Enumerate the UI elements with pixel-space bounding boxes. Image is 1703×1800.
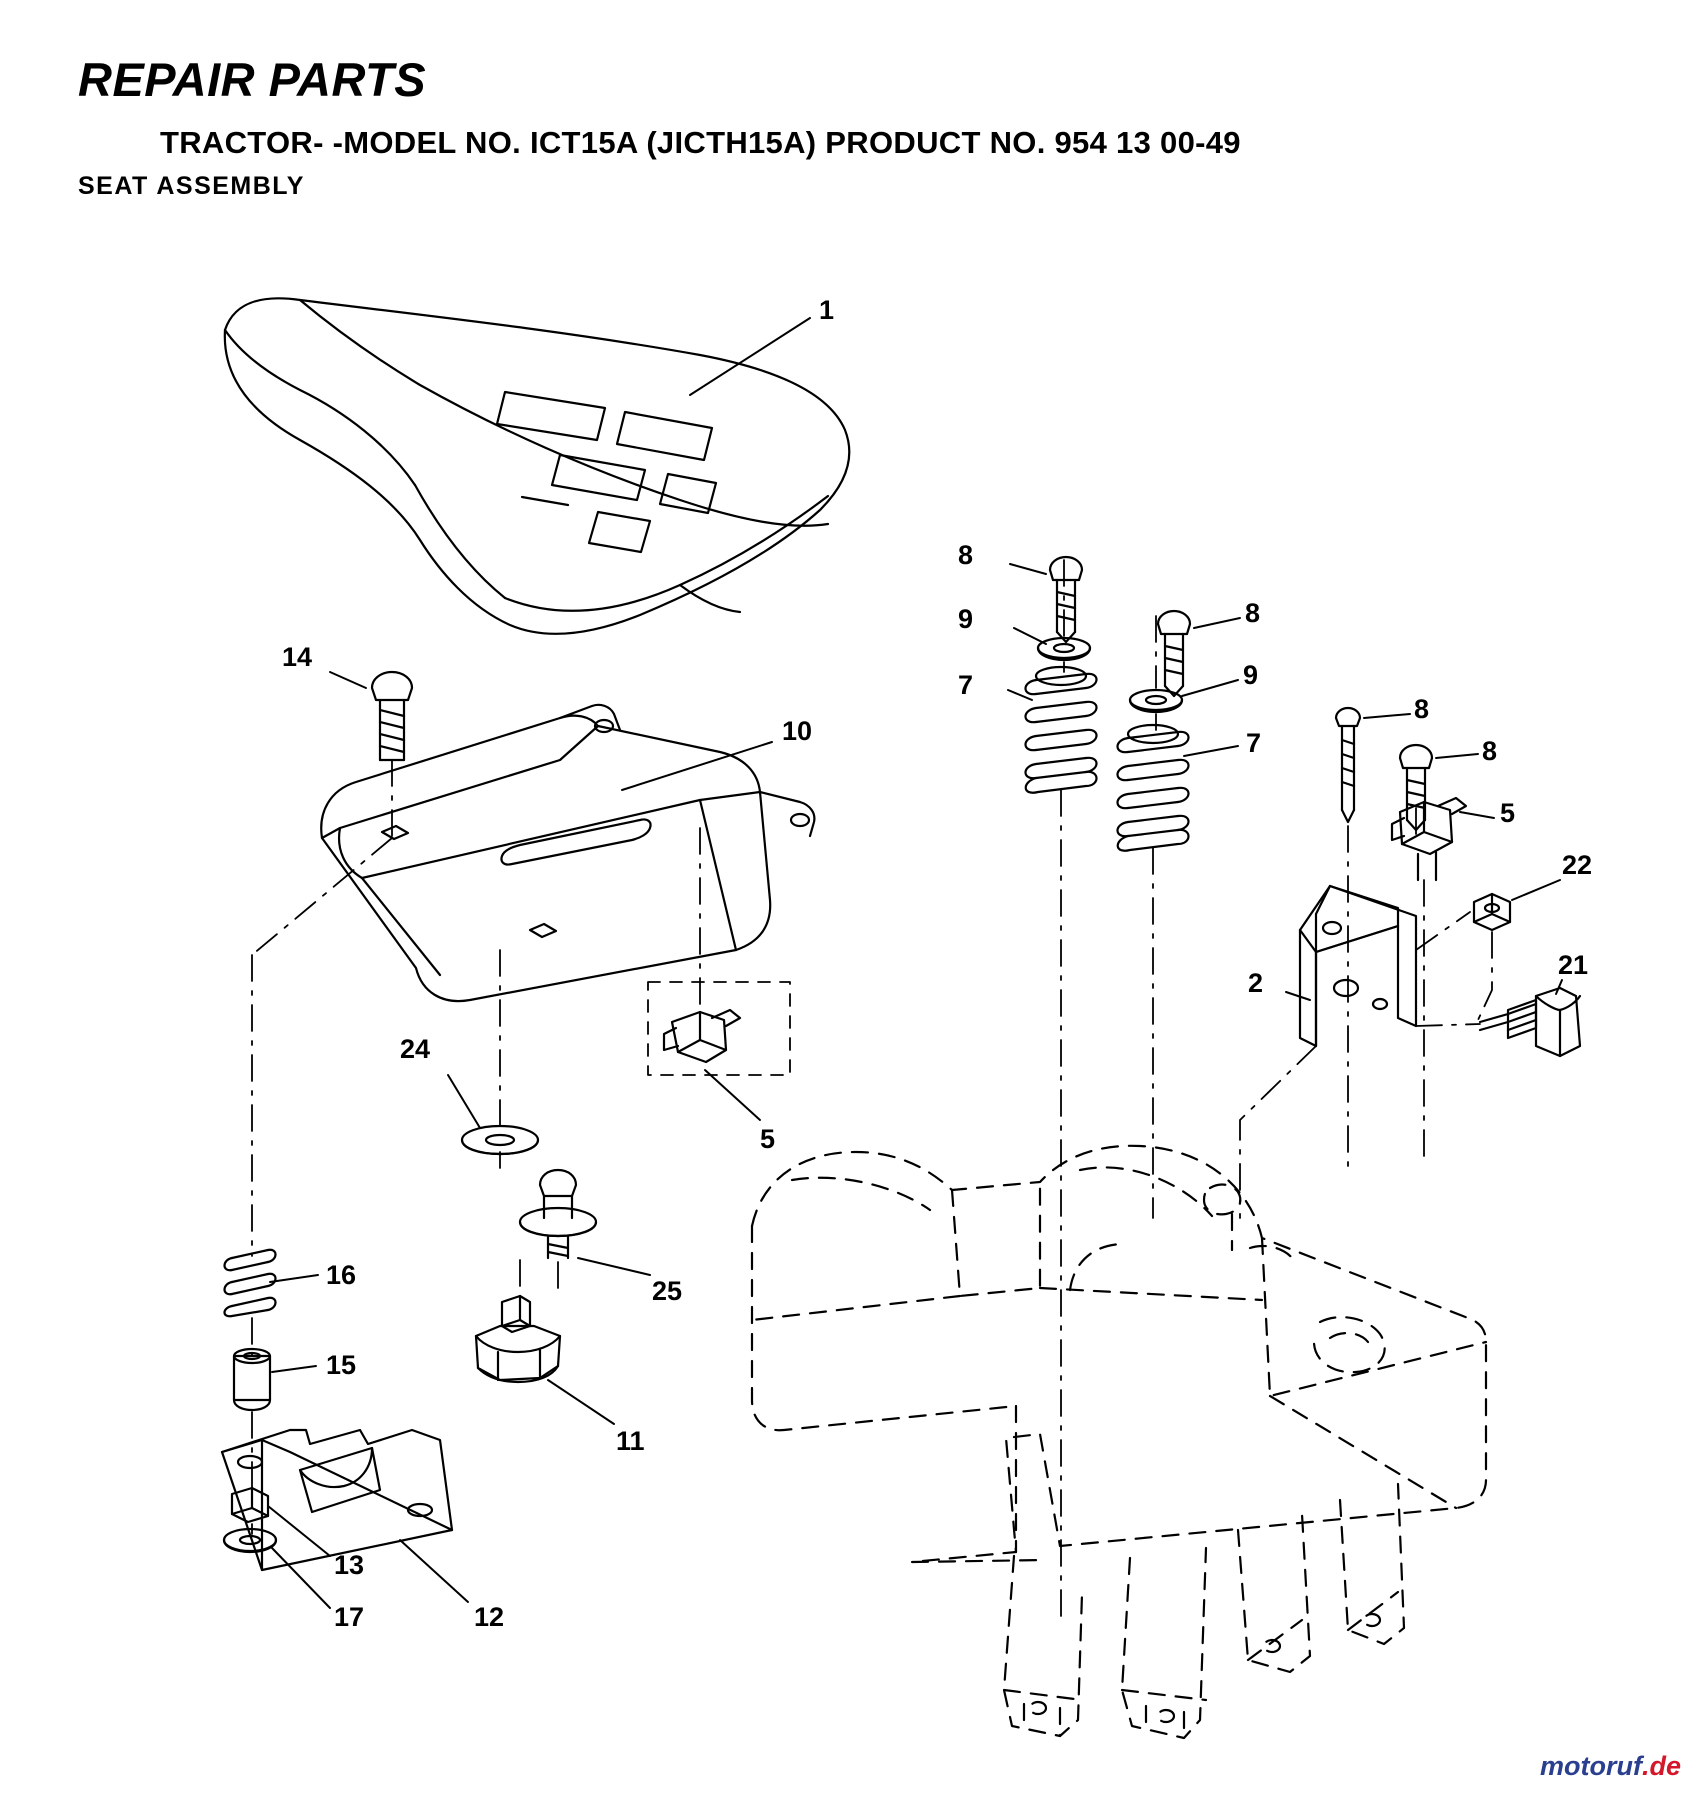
callout-5-right: 5: [1500, 798, 1516, 828]
bolt-8-c: [1336, 708, 1360, 822]
spring-7-right: [1118, 725, 1189, 851]
washer-24: [462, 1126, 538, 1154]
callout-1: 1: [819, 295, 835, 325]
fender-deck-phantom: [752, 1146, 1486, 1738]
callout-11: 11: [616, 1426, 645, 1456]
clip-5-right: [1392, 798, 1466, 880]
callout-22: 22: [1562, 850, 1593, 880]
callout-2: 2: [1248, 968, 1264, 998]
callout-16: 16: [326, 1260, 357, 1290]
callout-15: 15: [326, 1350, 357, 1380]
callout-8-a: 8: [958, 540, 974, 570]
callout-12: 12: [474, 1602, 505, 1632]
callout-10: 10: [782, 716, 813, 746]
nut-22: [1474, 894, 1510, 930]
knob-11: [476, 1296, 560, 1382]
bolt-25: [520, 1170, 596, 1258]
assembly-centerlines: [252, 560, 1492, 1620]
page-title: REPAIR PARTS: [78, 53, 427, 106]
callout-21: 21: [1558, 950, 1589, 980]
section-title: SEAT ASSEMBLY: [78, 172, 305, 200]
callout-5-middle: 5: [760, 1124, 776, 1154]
callout-8-b: 8: [1245, 598, 1261, 628]
callout-8-c: 8: [1414, 694, 1430, 724]
spring-7-left: [1026, 667, 1097, 793]
knob-21: [1480, 988, 1580, 1056]
spring-16: [225, 1250, 276, 1316]
callout-24: 24: [400, 1034, 431, 1064]
callout-25: 25: [652, 1276, 683, 1306]
watermark-name: motoruf: [1540, 1751, 1642, 1781]
callout-13: 13: [334, 1550, 365, 1580]
callout-9-a: 9: [958, 604, 974, 634]
bolt-8-b: [1158, 611, 1190, 696]
spacer-15: [234, 1349, 270, 1410]
watermark: [1540, 1751, 1681, 1782]
callout-14: 14: [282, 642, 313, 672]
clip-5-middle: [664, 1010, 740, 1062]
bolt-8-a: [1050, 557, 1082, 642]
bolt-14: [372, 672, 412, 760]
washer-9-b: [1130, 690, 1182, 712]
callout-8-d: 8: [1482, 736, 1498, 766]
callout-7-a: 7: [958, 670, 974, 700]
callout-7-b: 7: [1246, 728, 1262, 758]
seat-part: [225, 295, 849, 633]
callout-9-b: 9: [1243, 660, 1259, 690]
plate-12: [222, 1430, 452, 1570]
watermark-tld: .de: [1641, 1751, 1681, 1781]
bracket-2: [1300, 886, 1416, 1046]
callout-17: 17: [334, 1602, 365, 1632]
model-subtitle: TRACTOR- -MODEL NO. ICT15A (JICTH15A) PRODUCT NO. 954 13 00-49: [160, 125, 1241, 160]
